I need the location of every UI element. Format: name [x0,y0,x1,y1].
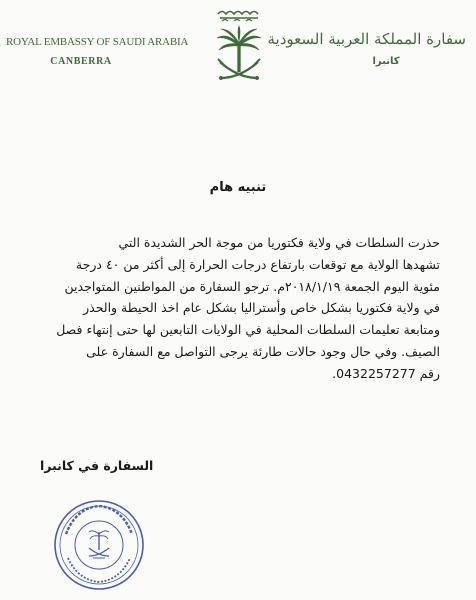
signature: السفارة في كانبرا [40,458,154,473]
notice-title: تنبيه هام [209,180,267,195]
letterhead-english [6,36,189,67]
notice-body [28,232,440,385]
notice-line: رقم 0432257277. [332,365,440,381]
embassy-name-arabic: سفارة المملكة العربية السعودية [267,30,466,48]
notice-line: في ولاية فكتوريا بشكل خاص وأستراليا بشكل عام اخذ الحيطة والحذر [83,300,440,316]
notice-line: مئوية اليوم الجمعة ٢٠١٨/١/١٩م. ترجو السفارة من المواطنين المتواجدين [64,278,440,294]
letterhead-arabic [267,30,466,67]
notice-line: الصيف. وفي حال وجود حالات طارئة يرجى التواصل مع السفارة على [86,343,440,359]
stamp-icon [52,498,146,592]
saudi-emblem-icon [208,6,270,94]
notice-line: ومتابعة تعليمات السلطات المحلية في الولايات التابعين لها حتى إنتهاء فصل [56,322,440,338]
notice-line: حذرت السلطات في ولاية فكتوريا من موجة الحر الشديدة التي [118,235,440,250]
embassy-city-english: CANBERRA [50,56,112,67]
notice-line: تشهدها الولاية مع توقعات بارتفاع درجات الحرارة إلى أكثر من ٤٠ درجة [75,256,440,272]
embassy-city-arabic: كانبرا [372,56,400,67]
embassy-name-english: ROYAL EMBASSY OF SAUDI ARABIA [6,36,189,48]
